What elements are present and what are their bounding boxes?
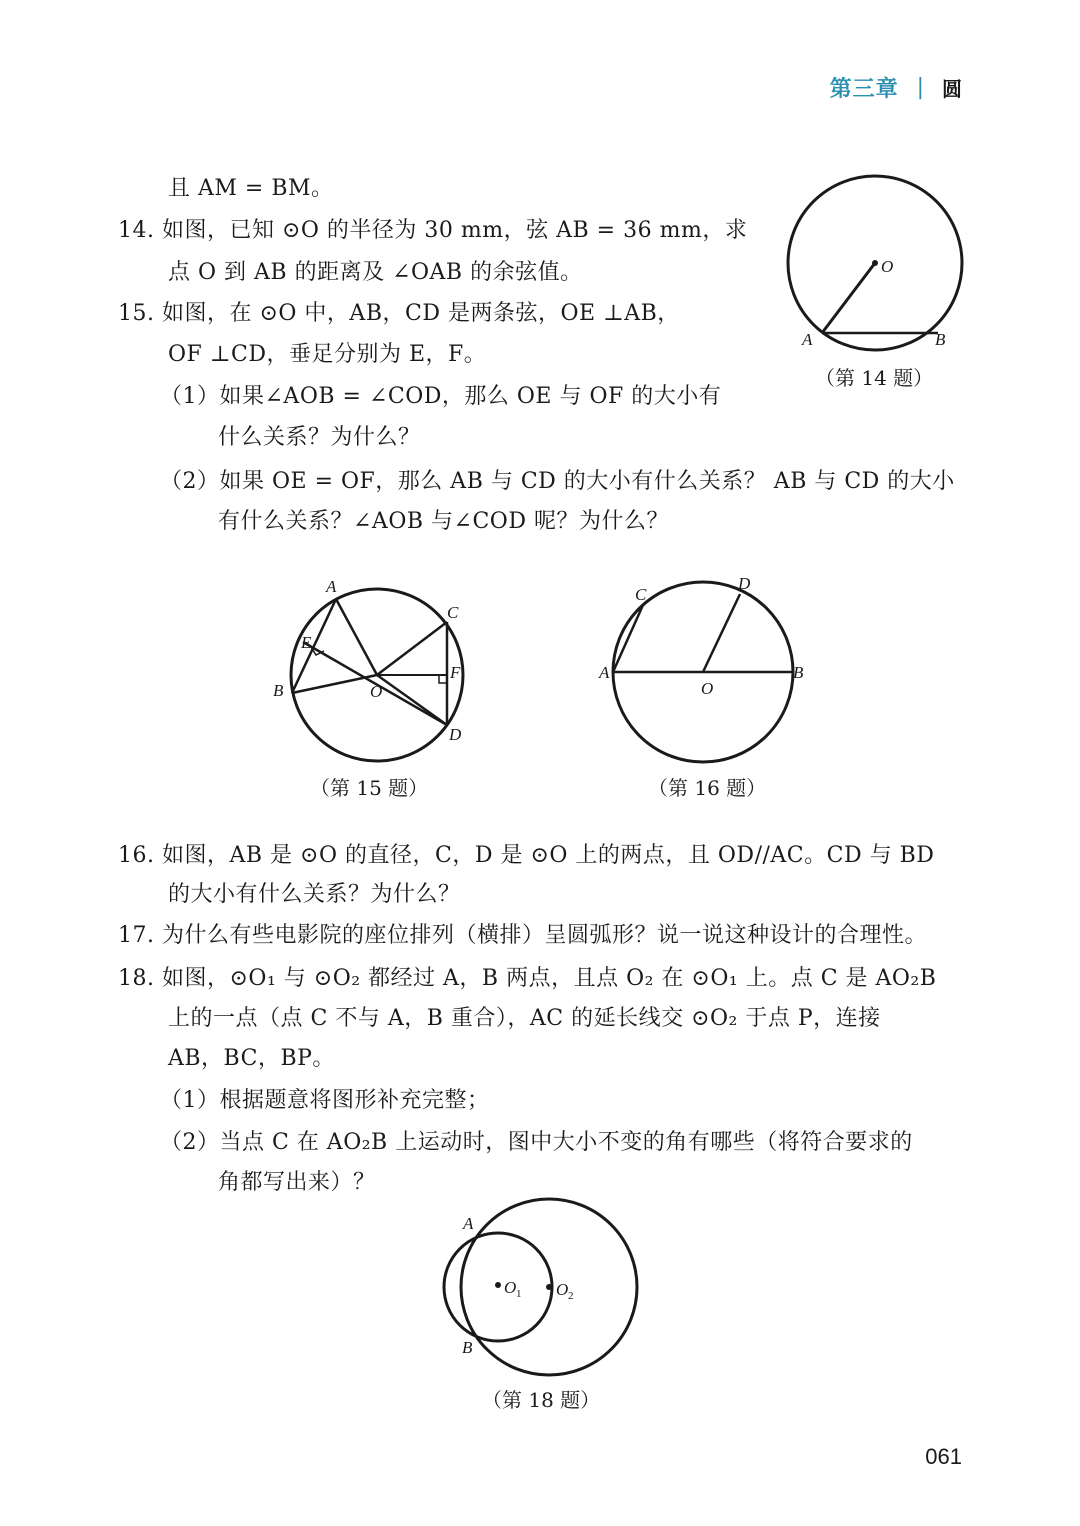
caption-16: （第 16 题） (648, 776, 767, 800)
chord-ac (613, 605, 643, 672)
question-16-line: 16. 如图，AB 是 ⊙O 的直径，C，D 是 ⊙O 上的两点，且 OD//AC。CD 与 BD (118, 843, 935, 868)
figure-18 (430, 1195, 650, 1385)
question-15-part2: （2）如果 OE = OF，那么 AB 与 CD 的大小有什么关系？ AB 与 CD 的大小 (160, 469, 955, 494)
question-15-part1: 什么关系？为什么？ (218, 425, 421, 450)
label-b: B (935, 330, 946, 349)
label-o1-subscript: 1 (516, 1288, 522, 1300)
figure-14 (780, 170, 970, 360)
label-o: O (701, 679, 714, 698)
label-f: F (450, 663, 461, 682)
question-18-part2: （2）当点 C 在 AO₂B 上运动时，图中大小不变的角有哪些（将符合要求的 (160, 1130, 913, 1155)
label-b: B (273, 681, 284, 700)
question-15-part2: 有什么关系？∠AOB 与∠COD 呢？为什么？ (218, 509, 669, 534)
question-18-part1: （1）根据题意将图形补充完整； (160, 1088, 490, 1113)
page-number: 061 (925, 1444, 962, 1469)
label-b: B (462, 1338, 473, 1357)
figure-15 (265, 572, 475, 782)
label-o1: O (504, 1278, 517, 1297)
chapter-title: 第三章 (829, 77, 899, 102)
label-a: A (463, 1214, 474, 1233)
center-o1 (495, 1282, 501, 1288)
question-18-line: AB，BC，BP。 (168, 1046, 335, 1071)
label-c: C (447, 603, 459, 622)
question-18-part2: 角都写出来）？ (218, 1170, 376, 1195)
segment-od (703, 594, 740, 672)
segment-oc (377, 622, 447, 675)
caption-14: （第 14 题） (815, 366, 934, 390)
chapter-header (830, 72, 962, 103)
label-d: D (449, 725, 462, 744)
chord-ab (292, 599, 336, 693)
question-15-line: OF ⊥CD，垂足分别为 E，F。 (168, 342, 487, 367)
figure-16 (595, 572, 810, 782)
label-c: C (635, 585, 647, 604)
label-d: D (738, 574, 751, 593)
question-18-line: 18. 如图，⊙O₁ 与 ⊙O₂ 都经过 A，B 两点，且点 O₂ 在 ⊙O₁ 上。点 C 是 AO₂B (118, 966, 937, 991)
label-o: O (881, 257, 894, 276)
label-o2-subscript: 2 (568, 1290, 574, 1302)
label-o: O (370, 682, 383, 701)
label-b: B (793, 663, 804, 682)
segment-od (377, 675, 447, 725)
center-point (872, 260, 878, 266)
caption-15: （第 15 题） (310, 776, 429, 800)
header-separator: | (916, 75, 924, 100)
question-17-line: 17. 为什么有些电影院的座位排列（横排）呈圆弧形？说一说这种设计的合理性。 (118, 923, 927, 948)
label-e: E (301, 633, 312, 652)
radius-oa (822, 263, 875, 333)
section-title: 圆 (942, 77, 962, 101)
question-14-line: 点 O 到 AB 的距离及 ∠OAB 的余弦值。 (168, 260, 583, 285)
caption-18: （第 18 题） (482, 1388, 601, 1412)
text-line: 且 AM = BM。 (168, 176, 334, 201)
label-a: A (326, 577, 337, 596)
question-16-line: 的大小有什么关系？为什么？ (168, 882, 461, 907)
question-18-line: 上的一点（点 C 不与 A，B 重合），AC 的延长线交 ⊙O₂ 于点 P，连接 (168, 1006, 881, 1031)
question-15-line: 15. 如图，在 ⊙O 中，AB，CD 是两条弦，OE ⊥AB， (118, 301, 680, 326)
label-a: A (599, 663, 610, 682)
label-o2: O (556, 1280, 569, 1299)
question-15-part1: （1）如果∠AOB = ∠COD，那么 OE 与 OF 的大小有 (160, 384, 722, 409)
label-a: A (802, 330, 813, 349)
question-14-line: 14. 如图，已知 ⊙O 的半径为 30 mm，弦 AB = 36 mm，求 (118, 218, 748, 243)
center-o2 (546, 1284, 552, 1290)
